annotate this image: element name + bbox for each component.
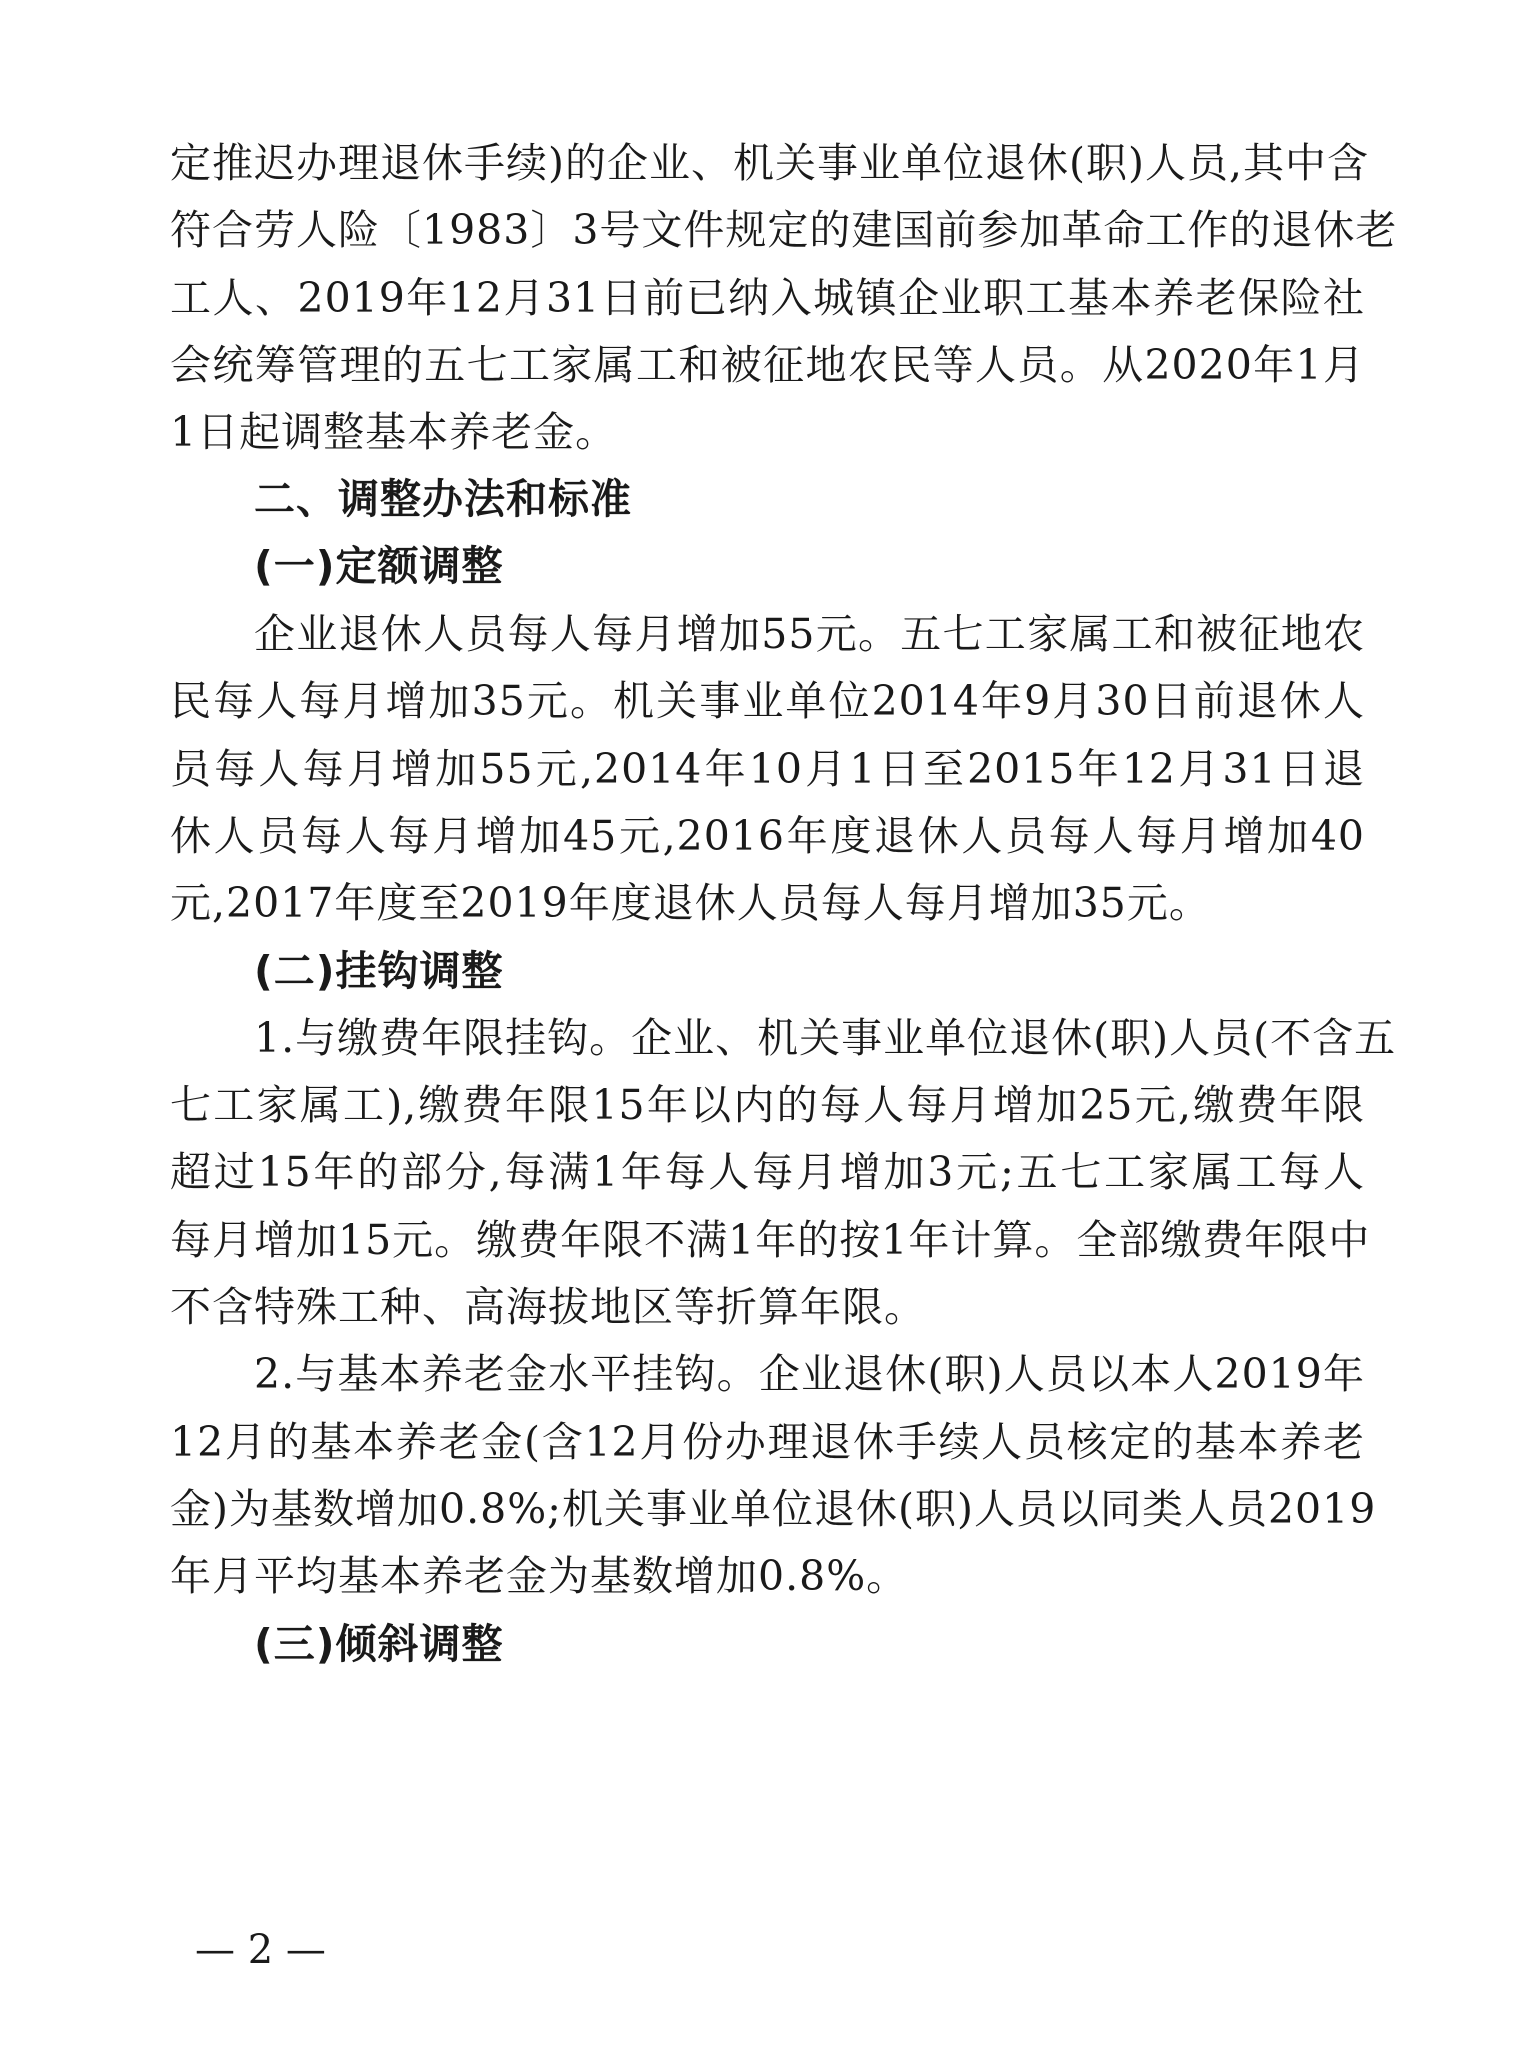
subsection-heading: (三)倾斜调整 [254,1620,504,1668]
paragraph-line: 年月平均基本养老金为基数增加0.8%。 [170,1552,909,1600]
paragraph-line: 超过15年的部分,每满1年每人每月增加3元;五七工家属工每人 [170,1148,1365,1196]
paragraph-line: 定推迟办理退休手续)的企业、机关事业单位退休(职)人员,其中含 [170,139,1370,187]
paragraph-line: 1.与缴费年限挂钩。企业、机关事业单位退休(职)人员(不含五 [254,1014,1397,1062]
paragraph-line: 2.与基本养老金水平挂钩。企业退休(职)人员以本人2019年 [254,1350,1365,1398]
paragraph-line: 金)为基数增加0.8%;机关事业单位退休(职)人员以同类人员2019 [170,1485,1377,1533]
paragraph-line: 民每人每月增加35元。机关事业单位2014年9月30日前退休人 [170,677,1365,725]
paragraph-line: 元,2017年度至2019年度退休人员每人每月增加35元。 [170,879,1211,927]
paragraph-line: 七工家属工),缴费年限15年以内的每人每月增加25元,缴费年限 [170,1081,1365,1129]
page-number: — 2 — [195,1927,326,1973]
paragraph-line: 工人、2019年12月31日前已纳入城镇企业职工基本养老保险社 [170,274,1365,322]
section-heading: 二、调整办法和标准 [254,475,632,523]
paragraph-line: 不含特殊工种、高海拔地区等折算年限。 [170,1283,926,1331]
subsection-heading: (一)定额调整 [254,542,504,590]
paragraph-line: 休人员每人每月增加45元,2016年度退休人员每人每月增加40 [170,812,1365,860]
paragraph-line: 1日起调整基本养老金。 [170,408,618,456]
subsection-heading: (二)挂钩调整 [254,947,504,995]
document-page [170,0,1398,2048]
paragraph-line: 员每人每月增加55元,2014年10月1日至2015年12月31日退 [170,745,1365,793]
paragraph-line: 会统筹管理的五七工家属工和被征地农民等人员。从2020年1月 [170,341,1365,389]
paragraph-line: 12月的基本养老金(含12月份办理退休手续人员核定的基本养老 [170,1418,1365,1466]
paragraph-line: 符合劳人险〔1983〕3号文件规定的建国前参加革命工作的退休老 [170,206,1398,254]
paragraph-line: 企业退休人员每人每月增加55元。五七工家属工和被征地农 [254,610,1365,658]
paragraph-line: 每月增加15元。缴费年限不满1年的按1年计算。全部缴费年限中 [170,1216,1371,1264]
